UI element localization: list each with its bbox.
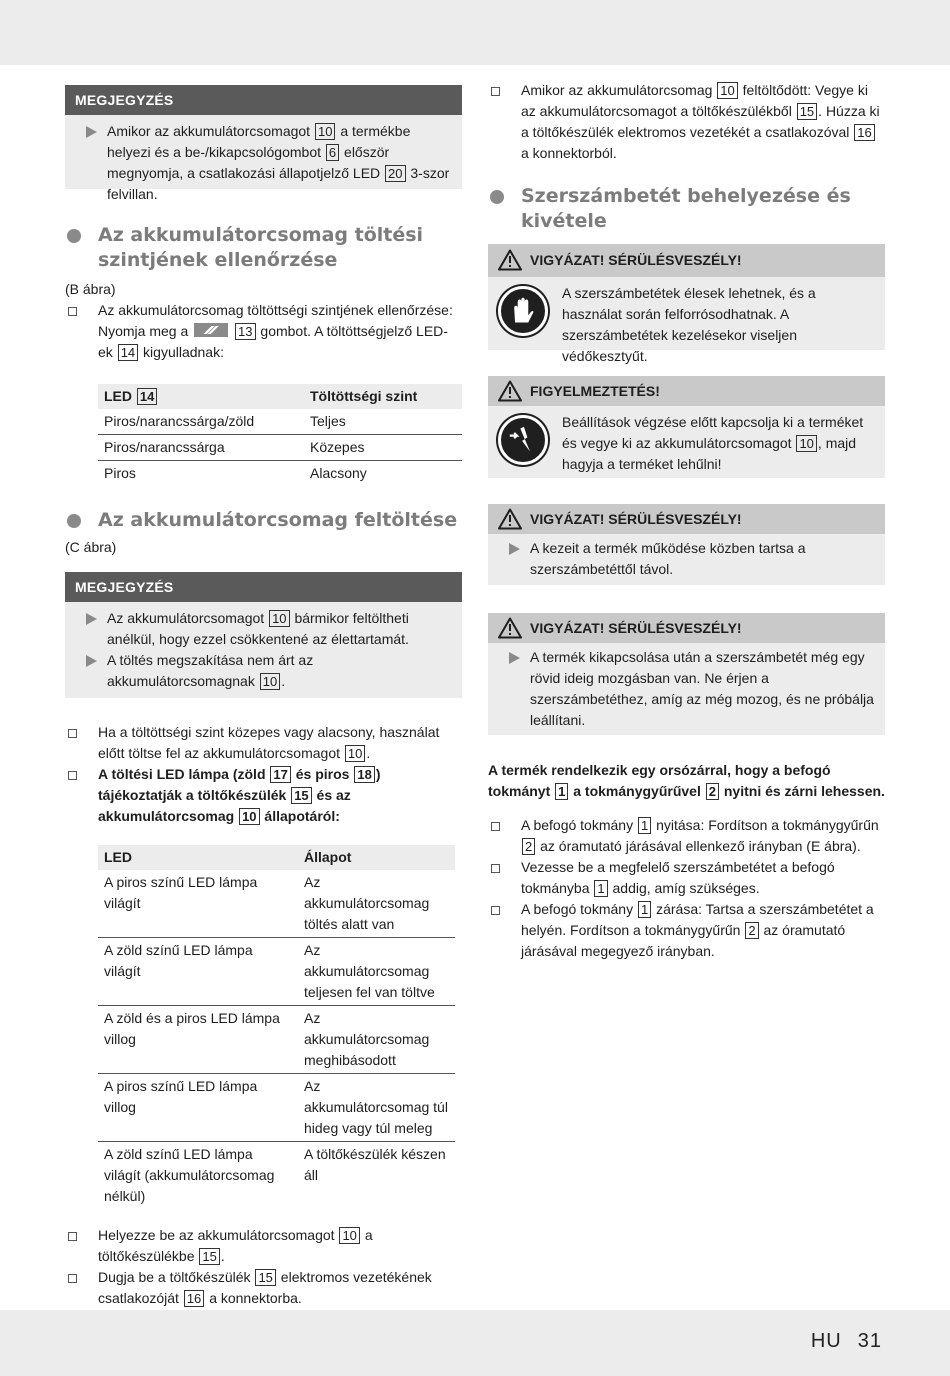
language-code: HU [810, 1330, 842, 1352]
page-footer [811, 1331, 882, 1352]
warning-triangle-icon [498, 617, 522, 639]
bullet-item: Az akkumulátorcsomag töltöttségi szintjének ellenőrzése: Nyomja meg a 13 gombot. A töltöttségjelző LED-ek 14 kigyulladnak: [65, 300, 462, 363]
table-row: A zöld és a piros LED lámpa villog Az akkumulátorcsomag meghibásodott [98, 1006, 455, 1074]
figure-ref: (C ábra) [65, 539, 117, 555]
ref-number: 1 [638, 901, 651, 918]
ref-number: 16 [184, 1290, 204, 1307]
warning-box: VIGYÁZAT! SÉRÜLÉSVESZÉLY! A szerszámbetétek élesek lehetnek, és a használat során felforrósodhatnak. A szerszámbetétek kezelésekor viseljen védőkesztyűt. [488, 244, 885, 350]
table-row: A piros színű LED lámpa villog Az akkumulátorcsomag túl hideg vagy túl meleg [98, 1074, 455, 1142]
warning-triangle-icon [498, 508, 522, 530]
left-column [65, 85, 462, 1309]
bullet-item: Ha a töltöttségi szint közepes vagy alacsony, használat előtt töltse fel az akkumulátorcsomagot 10 . [65, 722, 462, 764]
ref-number: 15 [797, 103, 817, 120]
note-title: MEGJEGYZÉS [65, 85, 462, 115]
warning-title: VIGYÁZAT! SÉRÜLÉSVESZÉLY! [530, 252, 742, 268]
table-row: Piros/narancssárga Közepes [98, 435, 462, 461]
figure-ref: (B ábra) [65, 281, 116, 297]
gloves-icon [498, 286, 548, 336]
ref-number: 18 [354, 766, 374, 783]
ref-number: 2 [745, 922, 758, 939]
bullet-item: A töltési LED lámpa (zöld 17 és piros 18 ) tájékoztatják a töltőkészülék 15 és az akkumulátorcsomag 10 állapotáról: [65, 764, 462, 827]
bullet-dot-icon [67, 514, 81, 528]
ref-number: 1 [555, 783, 568, 800]
square-bullet-icon [68, 307, 77, 316]
bullet-item: Helyezze be az akkumulátorcsomagot 10 a töltőkészülékbe 15 . [65, 1225, 462, 1267]
ref-number: 10 [269, 610, 289, 627]
ref-number: 10 [717, 82, 737, 99]
ref-number: 10 [345, 745, 365, 762]
ref-number: 2 [706, 783, 719, 800]
top-band [0, 0, 950, 65]
square-bullet-icon [68, 771, 77, 780]
square-bullet-icon [491, 87, 500, 96]
ref-number: 15 [255, 1269, 275, 1286]
section-heading: Az akkumulátorcsomag feltöltése [65, 508, 462, 533]
warning-box [488, 613, 885, 735]
bullet-item: A befogó tokmány 1 nyitása: Fordítson a tokmánygyűrűn 2 az óramutató járásával ellenkező irányban (E ábra). [488, 815, 885, 857]
right-column [488, 80, 885, 962]
warning-triangle-icon [498, 249, 522, 271]
ref-number: 1 [594, 880, 607, 897]
warning-triangle-icon [498, 380, 522, 402]
warning-box: FIGYELMEZTETÉS! Beállítások végzése előtt kapcsolja ki a terméket és vegye ki az akkumulátorcsomagot 10 , majd hagyja a terméket lehűlni! [488, 376, 885, 478]
warning-item: A termék kikapcsolása után a szerszámbetét még egy rövid ideig mozgásban van. Ne érjen a szerszámbetéthez, amíg az még mozog, és ne próbálja leállítani. [498, 647, 877, 731]
page-number: 31 [857, 1330, 882, 1352]
ref-number: 10 [315, 123, 335, 140]
warning-box [488, 504, 885, 585]
unplug-icon [498, 415, 548, 465]
square-bullet-icon [491, 864, 500, 873]
warning-title: FIGYELMEZTETÉS! [530, 383, 660, 399]
ref-number: 20 [385, 165, 405, 182]
section-heading: Szerszámbetét behelyezése és kivétele [488, 184, 885, 234]
bullet-item: A befogó tokmány 1 zárása: Tartsa a szerszámbetétet a helyén. Fordítson a tokmánygyűrűn 2 az óramutató járásával megegyező irányban. [488, 899, 885, 962]
ref-number: 16 [854, 124, 874, 141]
note-box [65, 85, 462, 202]
ref-number: 13 [235, 323, 255, 340]
triangle-bullet-icon [509, 543, 520, 555]
table-row: Piros/narancssárga/zöld Teljes [98, 409, 462, 435]
spindle-lock-paragraph: A termék rendelkezik egy orsózárral, hogy a befogó tokmányt 1 a tokmánygyűrűvel 2 nyitni és zárni lehessen. [488, 762, 885, 799]
ref-number: 17 [270, 766, 290, 783]
triangle-bullet-icon [509, 652, 520, 664]
ref-number: 10 [260, 673, 280, 690]
ref-number: 14 [118, 344, 138, 361]
square-bullet-icon [68, 1274, 77, 1283]
bullet-dot-icon [67, 229, 81, 243]
bullet-item: Amikor az akkumulátorcsomag 10 feltöltődött: Vegye ki az akkumulátorcsomagot a töltőkészülékből 15 . Húzza ki a töltőkészülék elektromos vezetékét a csatlakozóval 16 a konnektorból. [488, 80, 885, 164]
bullet-item: Dugja be a töltőkészülék 15 elektromos vezetékének csatlakozóját 16 a konnektorba. [65, 1267, 462, 1309]
ref-number: 10 [239, 808, 259, 825]
note-box [65, 572, 462, 698]
square-bullet-icon [68, 1232, 77, 1241]
ref-number: 15 [291, 787, 311, 804]
section-heading: Az akkumulátorcsomag töltési szintjének ellenőrzése [65, 223, 462, 273]
square-bullet-icon [491, 906, 500, 915]
ref-number: 10 [339, 1227, 359, 1244]
note-title: MEGJEGYZÉS [65, 572, 462, 602]
ref-number: 10 [796, 435, 816, 452]
bullet-item: Vezesse be a megfelelő szerszámbetétet a befogó tokmányba 1 addig, amíg szükséges. [488, 857, 885, 899]
triangle-bullet-icon [86, 655, 97, 667]
square-bullet-icon [68, 729, 77, 738]
triangle-bullet-icon [86, 126, 97, 138]
table-row: A piros színű LED lámpa világít Az akkumulátorcsomag töltés alatt van [98, 870, 455, 938]
ref-number: 6 [326, 144, 339, 161]
warning-item: A kezeit a termék működése közben tartsa a szerszámbetéttől távol. [498, 538, 877, 580]
warning-title: VIGYÁZAT! SÉRÜLÉSVESZÉLY! [530, 511, 742, 527]
bottom-band [0, 1310, 950, 1376]
triangle-bullet-icon [86, 613, 97, 625]
note-item: A töltés megszakítása nem árt az akkumulátorcsomagnak 10 . [75, 650, 456, 692]
bullet-dot-icon [490, 190, 504, 204]
note-item: Amikor az akkumulátorcsomagot 10 a termékbe helyezi és a be-/kikapcsológombot 6 először megnyomja, a csatlakozási állapotjelző LED 20 3-szor felvillan. [75, 121, 456, 205]
ref-number: 2 [522, 838, 535, 855]
table-row: A zöld színű LED lámpa világít (akkumulátorcsomag nélkül) A töltőkészülék készen áll [104, 1146, 446, 1204]
note-item: Az akkumulátorcsomagot 10 bármikor feltöltheti anélkül, hogy ezzel csökkentené az élettartamát. [75, 608, 456, 650]
ref-number: 1 [638, 817, 651, 834]
charge-level-table: LED 14 Töltöttségi szint Piros/narancssárga/zöld Teljes Piros/narancssárga Közepes Piros Alacsony [98, 384, 462, 486]
ref-number: 15 [199, 1248, 219, 1265]
ref-number: 14 [137, 388, 157, 405]
square-bullet-icon [491, 822, 500, 831]
table-row: A zöld színű LED lámpa világít Az akkumulátorcsomag teljesen fel van töltve [98, 938, 455, 1006]
warning-title: VIGYÁZAT! SÉRÜLÉSVESZÉLY! [530, 620, 742, 636]
battery-check-button-icon [194, 323, 228, 337]
table-row: Piros Alacsony [104, 465, 367, 481]
led-status-table: LED Állapot A piros színű LED lámpa világít Az akkumulátorcsomag töltés alatt van A zöld színű LED lámpa világít Az akkumulátorcsomag teljesen fel van töltve A zöld és a piros LED lámpa villog Az akkumulátorcsomag meghibásodott A piros színű LED lámpa villog Az akkumulátorcsomag túl hideg vagy túl meleg A zöld színű LED lámpa világít (akkumulátorcsomag nélkül) A töltőkészülék készen áll [98, 845, 455, 1209]
